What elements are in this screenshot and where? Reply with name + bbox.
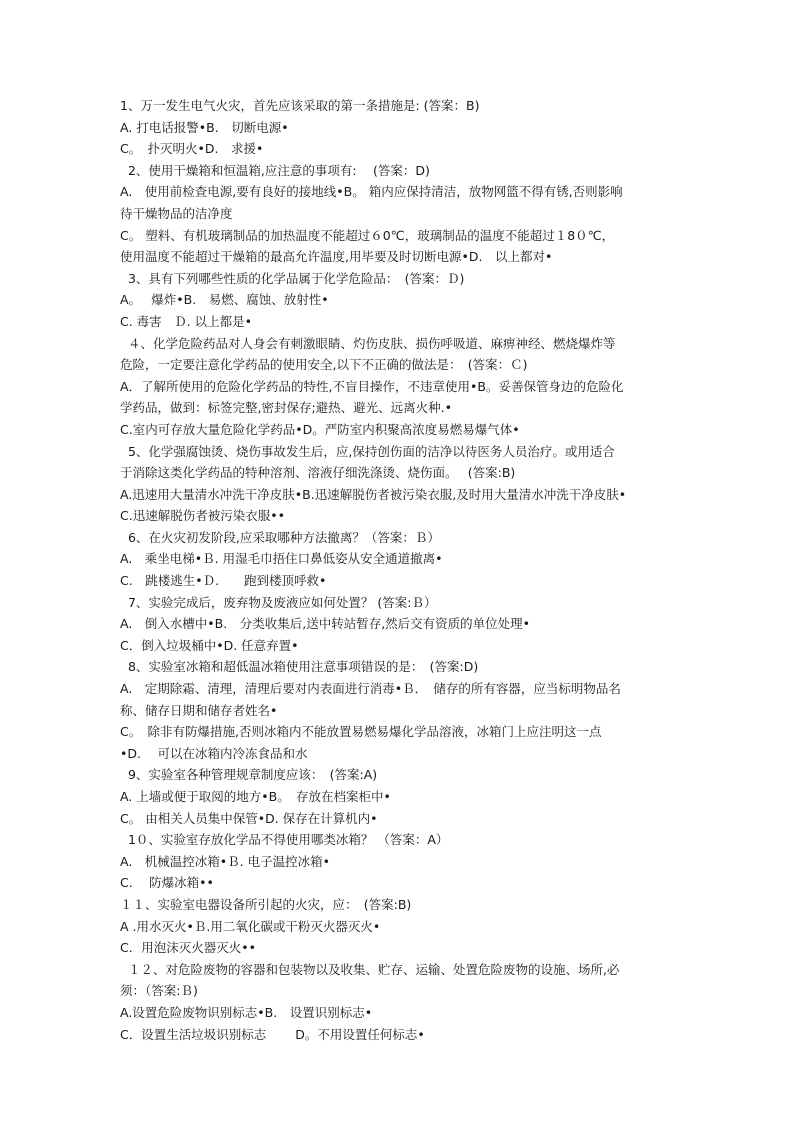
text-line: •D. 可以在冰箱内冷冻食品和水 [120,745,308,761]
text-line: A. 打电话报警•B. 切断电源• [120,119,289,135]
text-line: C．倒入垃圾桶中•D. 任意弃置• [120,637,299,653]
text-line: 5、化学强腐蚀烫、烧伤事故发生后，应,保持创伤面的洁净以待医务人员治疗。或用适合 [120,443,615,459]
text-line: １１、实验室电器设备所引起的火灾，应： (答案:B) [120,896,412,912]
text-line: C。 塑料、有机玻璃制品的加热温度不能超过６0℃，玻璃制品的温度不能超过１8０℃， [120,227,615,243]
text-line: ４、化学危险药品对人身会有刺激眼睛、灼伤皮肤、损伤呼吸道、麻痹神经、燃烧爆炸等 [120,335,616,351]
text-line: 须：（答案:Ｂ) [120,983,198,999]
text-line: 1０、实验室存放化学品不得使用哪类冰箱？ （答案：A） [120,832,449,848]
text-line: C.室内可存放大量危险化学药品•D。严防室内积聚高浓度易燃易爆气体• [120,421,520,437]
text-line: A．了解所使用的危险化学药品的特性,不盲目操作，不违章使用•B。妥善保管身边的危险化 [120,378,624,394]
text-line: 3、具有下列哪些性质的化学品属于化学危险品： (答案：Ｄ) [120,270,465,286]
text-line: 8、实验室冰箱和超低温冰箱使用注意事项错误的是： (答案:D) [120,659,479,675]
text-line: A.迅速用大量清水冲洗干净皮肤•B.迅速解脱伤者被污染衣服,及时用大量清水冲洗干净皮肤• [120,486,627,502]
text-line: 6、在火灾初发阶段,应采取哪种方法撤离？（答案：Ｂ） [120,529,440,545]
text-line: 7、实验完成后，废弃物及废液应如何处置？ (答案:Ｂ） [120,594,437,610]
text-line: 称、储存日期和储存者姓名• [120,702,278,718]
text-line: 危险，一定要注意化学药品的使用安全,以下不正确的做法是： (答案：Ｃ) [120,357,528,373]
text-line: C. 跳楼逃生•Ｄ. 跑到楼顶呼救• [120,573,327,589]
text-line: １２、对危险废物的容器和包装物以及收集、贮存、运输、处置危险废物的设施、场所,必 [120,961,620,977]
text-line: C。 扑灭明火•D. 求援• [120,141,264,157]
text-line: A .用水灭火•Ｂ.用二氧化碳或干粉灭火器灭火• [120,918,381,934]
text-line: 待干燥物品的洁净度 [120,205,233,221]
text-line: C。 除非有防爆措施,否则冰箱内不能放置易燃易爆化学品溶液，冰箱门上应注明这一点 [120,724,602,740]
text-line: A. 上墙或便于取阅的地方•B。 存放在档案柜中• [120,789,391,804]
text-line: A. 定期除霜、清理，清理后要对内表面进行消毒•Ｂ． 储存的所有容器，应当标明物品名 [120,681,621,697]
text-line: A. 乘坐电梯•Ｂ. 用湿毛巾捂住口鼻低姿从安全通道撤离• [120,551,443,567]
text-line: C. 毒害 Ｄ. 以上都是• [120,313,252,329]
text-line: A。 爆炸•B. 易燃、腐蚀、放射性• [120,292,329,308]
text-line: 9、实验室各种管理规章制度应该： (答案:A) [120,767,378,783]
text-line: A. 机械温控冰箱•Ｂ. 电子温控冰箱• [120,853,330,869]
text-line: 学药品，做到：标签完整,密封保存;避热、避光、远离火种.• [120,400,453,416]
text-line: C.迅速解脱伤者被污染衣服•• [120,508,285,524]
text-line: 使用温度不能超过干燥箱的最高允许温度,用毕要及时切断电源•D. 以上都对• [120,249,553,265]
text-line: 2、使用干燥箱和恒温箱,应注意的事项有: (答案：D) [120,162,430,178]
document-body [120,95,680,1045]
text-line: A. 使用前检查电源,要有良好的接地线•B。 箱内应保持清洁，放物网篮不得有锈,否则影响 [120,184,623,200]
text-line: 于消除这类化学药品的特种溶剂、溶液仔细洗涤烫、烧伤面。 (答案:B) [120,465,516,481]
text-line: C．用泡沫灭火器灭火•• [120,940,256,956]
text-line: C．设置生活垃圾识别标志 D。不用设置任何标志• [120,1026,425,1042]
text-line: 1、万一发生电气火灾，首先应该采取的第一条措施是: (答案：B) [120,98,480,113]
text-line: C. 防爆冰箱•• [120,875,214,891]
text-line: C。 由相关人员集中保管•D. 保存在计算机内• [120,810,378,826]
text-line: A. 倒入水槽中•B. 分类收集后,送中转站暂存,然后交有资质的单位处理• [120,616,531,632]
text-line: A.设置危险废物识别标志•B. 设置识别标志• [120,1004,373,1020]
